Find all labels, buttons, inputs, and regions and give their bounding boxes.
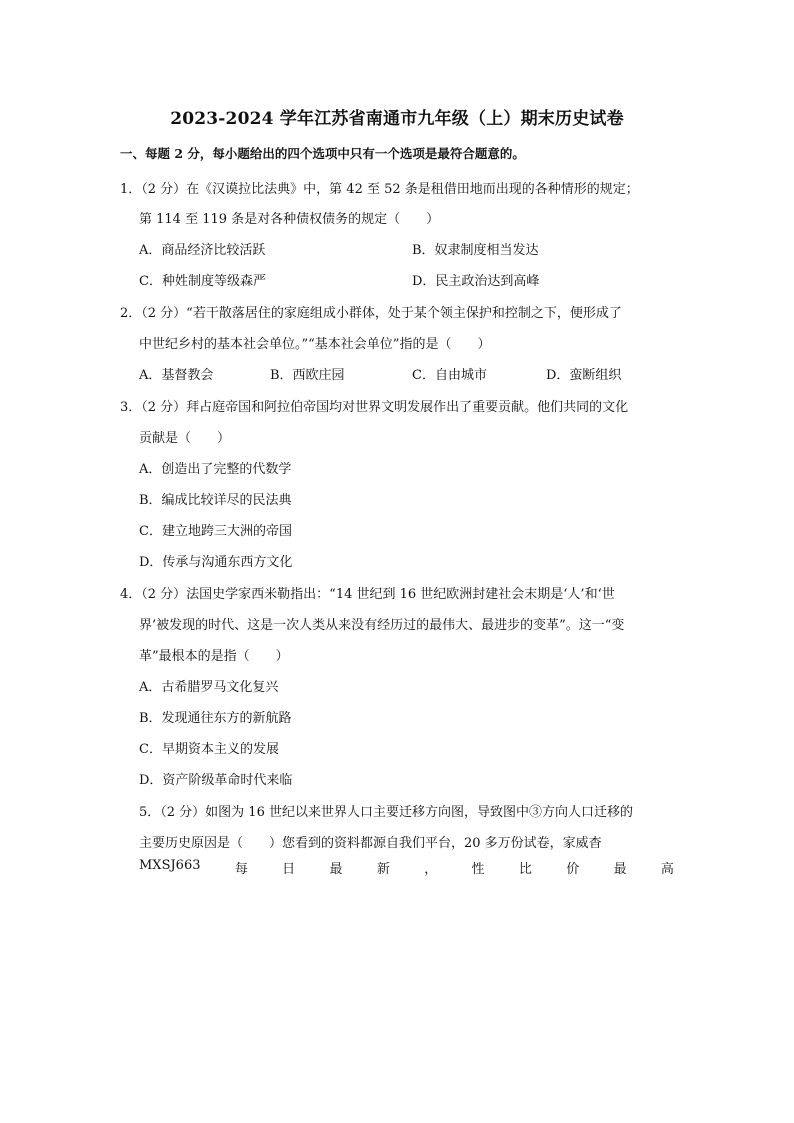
- question-4-option-c: C．早期资本主义的发展: [139, 742, 279, 757]
- spread-text-1: 每: [234, 862, 248, 877]
- spread-text-3: 最: [329, 862, 343, 877]
- question-5-line-1: 5．（2 分）如图为 16 世纪以来世界人口主要迁移方向图，导致图中③方向人口迁移的: [139, 805, 633, 820]
- question-3-option-d: D．传承与沟通东西方文化: [139, 555, 293, 570]
- question-3-option-c: C．建立地跨三大洲的帝国: [139, 524, 292, 539]
- question-3-line-1: 3．（2 分）拜占庭帝国和阿拉伯帝国均对世界文明发展作出了重要贡献。他们共同的文化: [120, 400, 629, 415]
- question-4-line-1: 4．（2 分）法国史学家西米勒指出：“14 世纪到 16 世纪欧洲封建社会末期是‘人’和‘世: [120, 587, 615, 602]
- section-heading: 一、每题 2 分，每小题给出的四个选项中只有一个选项是最符合题意的。: [120, 146, 525, 161]
- question-2-line-1: 2．（2 分）“若干散落居住的家庭组成小群体，处于某个领主保护和控制之下，便形成了: [120, 306, 622, 321]
- spread-text-8: 价: [566, 862, 580, 877]
- page-title: 2023-2024 学年江苏省南通市九年级（上）期末历史试卷: [170, 109, 624, 129]
- question-1-line-2: 第 114 至 119 条是对各种债权债务的规定（ ）: [139, 212, 440, 227]
- question-1-option-d: D．民主政治达到高峰: [412, 274, 540, 289]
- question-5-line-3: [139, 858, 674, 877]
- question-4-option-a: A．古希腊罗马文化复兴: [139, 680, 279, 695]
- question-1-line-1: 1．（2 分）在《汉谟拉比法典》中，第 42 至 52 条是租借田地而出现的各种情形的规定；: [120, 182, 639, 197]
- question-5-line-2: 主要历史原因是（ ）您看到的资料都源自我们平台，20 多万份试卷，家威杳: [139, 836, 602, 851]
- spread-text-7: 比: [518, 862, 532, 877]
- question-4-option-d: D．资产阶级革命时代来临: [139, 773, 293, 788]
- question-3-option-b: B．编成比较详尽的民法典: [139, 493, 292, 508]
- question-2-option-c: C．自由城市: [412, 368, 487, 383]
- question-2-option-a: A．基督教会: [139, 368, 214, 383]
- question-2-option-d: D．蛮断组织: [546, 368, 622, 383]
- spread-text-2: 日: [282, 862, 296, 877]
- spread-text-0: MXSJ663: [139, 858, 201, 873]
- spread-text-4: 新: [376, 862, 390, 877]
- question-2-option-b: B．西欧庄园: [270, 368, 345, 383]
- spread-text-9: 最: [613, 862, 627, 877]
- spread-text-5: ，: [424, 862, 438, 877]
- question-3-line-2: 贡献是（ ）: [139, 431, 231, 446]
- question-4-line-3: 革”最根本的是指（ ）: [139, 649, 289, 664]
- question-4-line-2: 界’被发现的时代、这是一次人类从来没有经历过的最伟大、最进步的变革”。这一“变: [139, 618, 625, 633]
- question-3-option-a: A．创造出了完整的代数学: [139, 462, 292, 477]
- spread-text-6: 性: [471, 862, 485, 877]
- question-4-option-b: B．发现通往东方的新航路: [139, 711, 292, 726]
- question-2-line-2: 中世纪乡村的基本社会单位。”“基本社会单位”指的是（ ）: [139, 337, 491, 352]
- question-1-option-b: B．奴隶制度相当发达: [412, 243, 539, 258]
- spread-text-10: 高: [660, 862, 674, 877]
- question-1-option-a: A．商品经济比较活跃: [139, 243, 266, 258]
- question-1-option-c: C．种姓制度等级森严: [139, 274, 266, 289]
